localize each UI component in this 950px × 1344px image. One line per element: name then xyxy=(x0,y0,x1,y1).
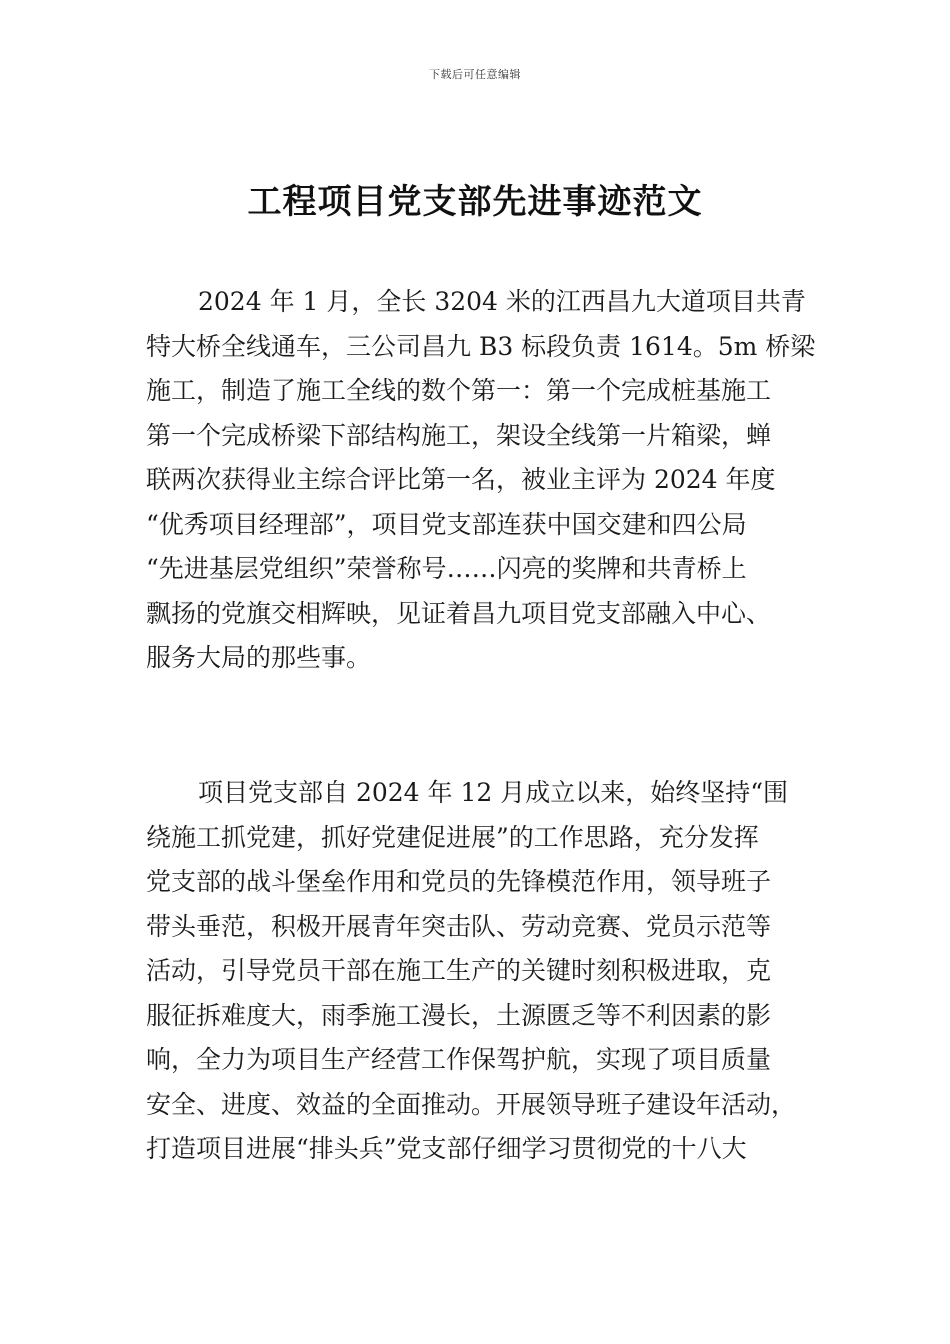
document-title: 工程项目党支部先进事迹范文 xyxy=(247,182,703,222)
paragraph-line: “先进基层党组织”荣誉称号……闪亮的奖牌和共青桥上 xyxy=(146,554,747,583)
paragraph-line: 联两次获得业主综合评比第一名，被业主评为 2024 年度 xyxy=(146,465,776,494)
paragraph-line: 服征拆难度大，雨季施工漫长，土源匮乏等不利因素的影 xyxy=(146,1000,772,1030)
paragraph-line: 飘扬的党旗交相辉映，见证着昌九项目党支部融入中心、 xyxy=(146,598,772,628)
paragraph-line: “优秀项目经理部”，项目党支部连获中国交建和四公局 xyxy=(146,509,747,539)
paragraph-line: 绕施工抓党建，抓好党建促进展”的工作思路，充分发挥 xyxy=(146,822,759,852)
paragraph-line: 响，全力为项目生产经营工作保驾护航，实现了项目质量 xyxy=(146,1045,772,1074)
paragraph-line: 打造项目进展“排头兵”党支部仔细学习贯彻党的十八大 xyxy=(146,1134,747,1163)
paragraph-line: 带头垂范，积极开展青年突击队、劳动竞赛、党员示范等 xyxy=(146,911,772,941)
paragraph-1 xyxy=(146,280,816,681)
paragraph-line: 党支部的战斗堡垒作用和党员的先锋模范作用，领导班子 xyxy=(146,867,772,896)
paragraph-2 xyxy=(146,771,810,1172)
paragraph-line: 安全、进度、效益的全面推动。开展领导班子建设年活动， xyxy=(146,1089,797,1119)
page-header: 下载后可任意编辑 xyxy=(429,68,521,81)
paragraph-line: 第一个完成桥梁下部结构施工，架设全线第一片箱梁，蝉 xyxy=(146,420,772,450)
paragraph-line: 施工，制造了施工全线的数个第一：第一个完成桩基施工 xyxy=(146,376,772,405)
paragraph-line: 特大桥全线通车，三公司昌九 B3 标段负责 1614。5m 桥梁 xyxy=(146,331,816,361)
paragraph-line: 服务大局的那些事。 xyxy=(146,643,372,672)
paragraph-line: 2024 年 1 月，全长 3204 米的江西昌九大道项目共青 xyxy=(198,287,806,316)
paragraph-line: 项目党支部自 2024 年 12 月成立以来，始终坚持“围 xyxy=(198,778,789,807)
paragraph-line: 活动，引导党员干部在施工生产的关键时刻积极进取，克 xyxy=(146,956,772,985)
